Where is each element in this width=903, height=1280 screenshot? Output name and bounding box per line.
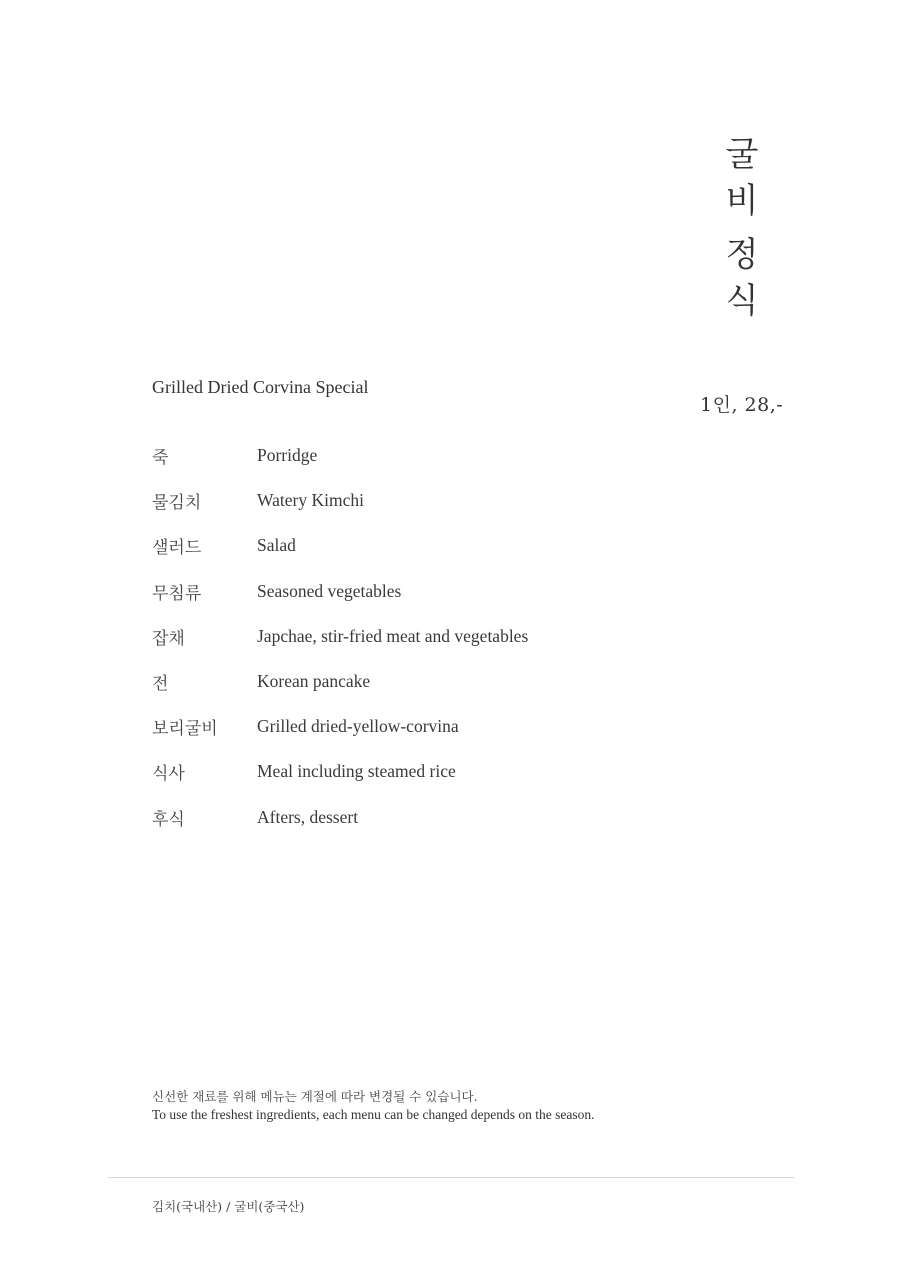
menu-item [152,621,752,666]
title-char: 식 [725,281,759,321]
menu-item-english: Meal including steamed rice [257,761,456,782]
menu-item-english: Salad [257,535,296,556]
menu-item-english: Korean pancake [257,670,371,691]
menu-item [152,802,752,847]
menu-item-english: Japchae, stir-fried meat and vegetables [257,625,529,646]
menu-item-korean: 보리굴비 [152,719,218,740]
menu-item [152,485,752,530]
menu-item-english: Porridge [257,445,318,465]
menu-item [152,440,752,485]
footer-divider [108,1177,794,1178]
menu-item-korean: 샐러드 [152,538,202,559]
menu-subtitle: Grilled Dried Corvina Special [152,377,369,397]
menu-item-korean: 후식 [152,809,185,830]
title-char: 굴 [725,135,759,175]
menu-item-korean: 무침류 [152,583,202,604]
season-notice [152,1088,595,1124]
menu-item-english: Grilled dried-yellow-corvina [257,716,459,737]
menu-item-korean: 전 [152,673,169,694]
title-char: 비 [725,181,759,221]
menu-item-english: Seasoned vegetables [257,580,402,601]
menu-item-korean: 물김치 [152,493,202,514]
title-char: 정 [725,235,759,275]
menu-item-korean: 잡채 [152,628,185,649]
menu-item-korean: 죽 [152,448,169,468]
price-label: 1인, 28,- [700,394,784,416]
menu-item-english: Afters, dessert [257,806,359,827]
menu-item [152,711,752,756]
menu-list [152,440,752,847]
menu-item [152,576,752,621]
season-notice-korean: 신선한 재료를 위해 메뉴는 계절에 따라 변경될 수 있습니다. [152,1089,478,1104]
menu-item [152,756,752,801]
menu-item [152,530,752,575]
menu-item [152,666,752,711]
season-notice-english: To use the freshest ingredients, each menu can be changed depends on the season. [152,1107,595,1122]
menu-item-korean: 식사 [152,764,185,785]
page-title [715,132,769,324]
origin-label: 김치(국내산) / 굴비(중국산) [152,1199,305,1214]
menu-item-english: Watery Kimchi [257,490,364,511]
